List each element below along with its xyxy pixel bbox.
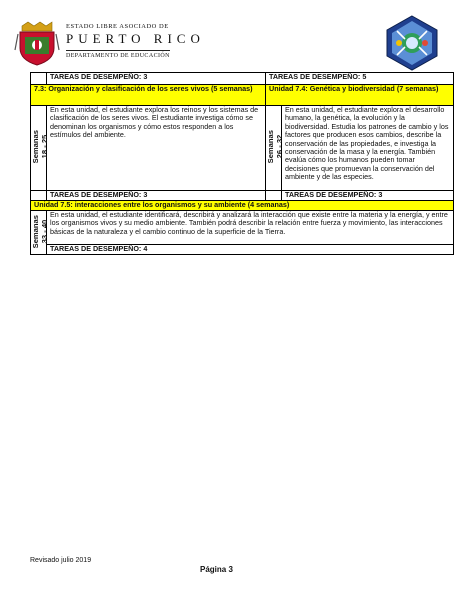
org-divider	[66, 50, 170, 51]
tareas-cell: TAREAS DE DESEMPEÑO: 3	[282, 191, 454, 201]
weeks-label: Semanas 33 - 40	[31, 211, 47, 255]
unit-title: 7.3: Organización y clasificación de los seres vivos (5 semanas)	[31, 85, 266, 106]
unit-description: En esta unidad, el estudiante explora el desarrollo humano, la genética, la evolución y la biodiversidad. Estudia los patrones de cambio y los factores que producen esos cambios, describe la conservación de las propiedades, e investiga la conservación de la masa y la energía. También evalúa cómo los humanos pueden tomar decisiones que promuevan la conservación del ambiente y de las especies.	[282, 106, 454, 191]
org-line-1: ESTADO LIBRE ASOCIADO DE	[66, 23, 169, 30]
tareas-cell: TAREAS DE DESEMPEÑO: 3	[47, 73, 266, 85]
unit-description: En esta unidad, el estudiante explora los reinos y los sistemas de clasificación de los seres vivos. El estudiante investiga cómo se denominan los organismos y cómo estos responden a los estímulos del ambiente.	[47, 106, 266, 191]
page-header	[14, 20, 460, 70]
unit-title: Unidad 7.4: Genética y biodiversidad (7 semanas)	[266, 85, 454, 106]
empty-cell	[31, 191, 47, 201]
unit-title: Unidad 7.5: interacciones entre los organismos y su ambiente (4 semanas)	[31, 201, 454, 211]
puerto-rico-seal-icon	[14, 20, 60, 66]
weeks-label: Semanas 26 - 32	[266, 106, 282, 191]
tareas-cell: TAREAS DE DESEMPEÑO: 4	[47, 245, 454, 255]
tareas-cell: TAREAS DE DESEMPEÑO: 5	[266, 73, 454, 85]
revision-note: Revisado julio 2019	[30, 557, 92, 564]
page-number: Página 3	[200, 565, 233, 574]
science-program-logo-icon	[385, 15, 439, 71]
empty-cell	[31, 73, 47, 85]
organization-name	[66, 23, 206, 59]
curriculum-table	[30, 72, 454, 255]
weeks-label: Semanas 18 - 25	[31, 106, 47, 191]
unit-description: En esta unidad, el estudiante identificará, describirá y analizará la interacción que existe entre la materia y la energía, y entre los organismos vivos y su medio ambiente. También podrá describir la relación entre fuerza y movimiento, las interacciones básicas de la naturaleza y el cambio continuo de la superficie de la Tierra.	[47, 211, 454, 245]
org-line-3: DEPARTAMENTO DE EDUCACIÓN	[66, 53, 170, 59]
empty-cell	[266, 191, 282, 201]
tareas-cell: TAREAS DE DESEMPEÑO: 3	[47, 191, 266, 201]
org-line-2: PUERTO RICO	[66, 31, 205, 46]
